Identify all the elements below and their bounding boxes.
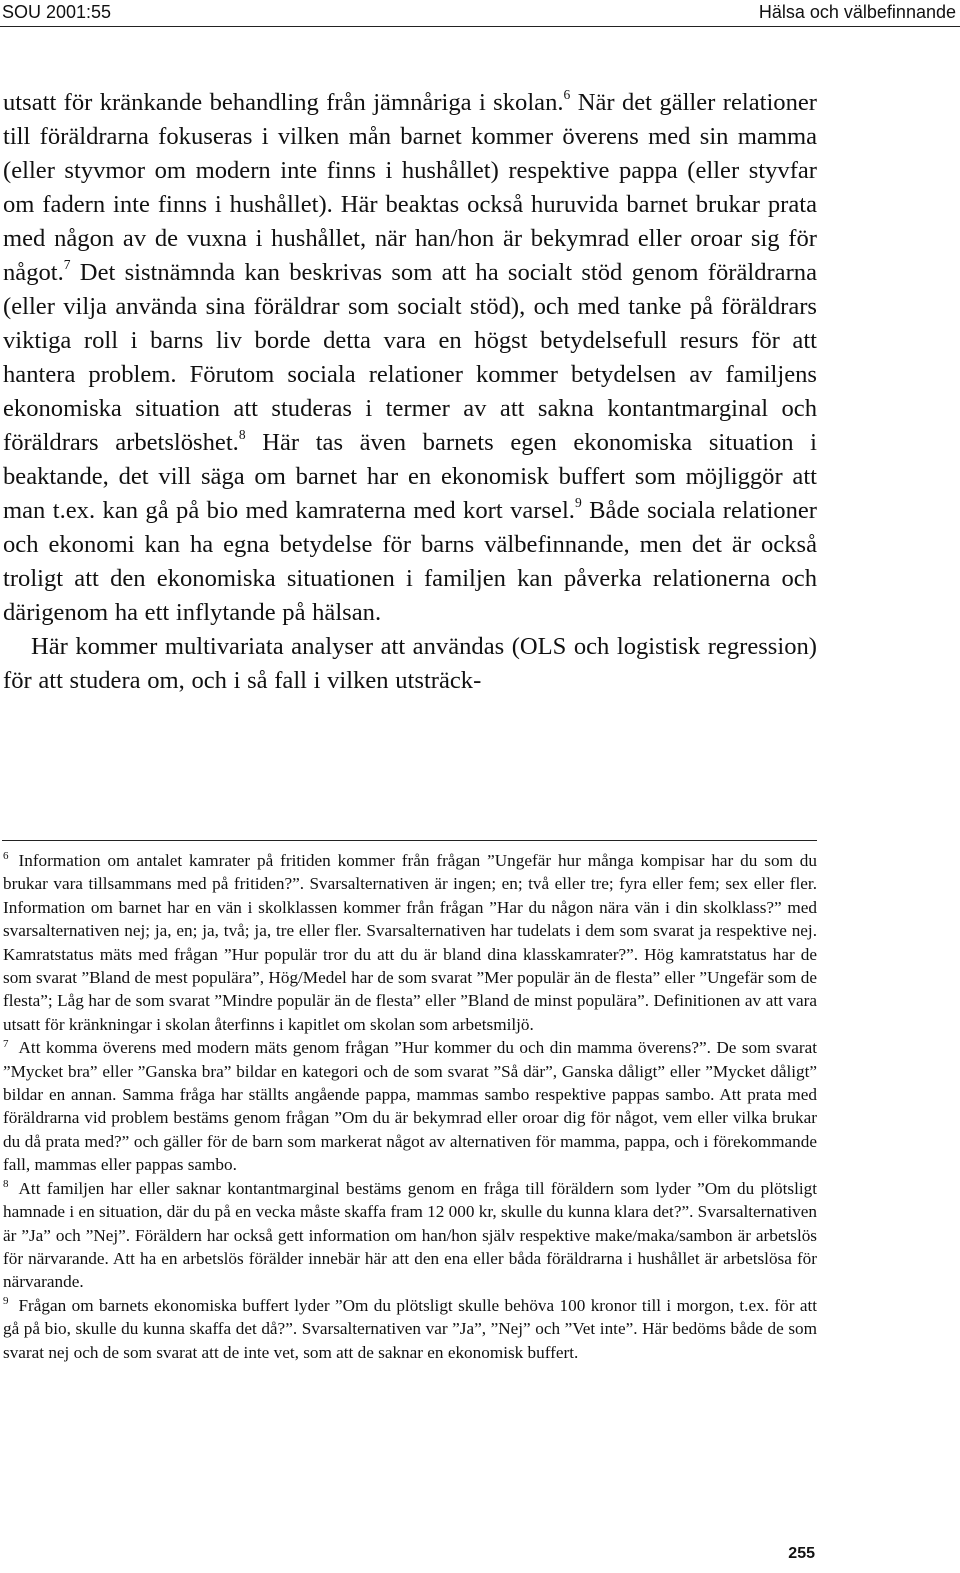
paragraph-2: Här kommer multivariata analyser att användas (OLS och logistisk regression) för att studera om, och i så fall i vilken utsträck- — [3, 633, 817, 694]
p1-sentence-5: Både sociala relationer och ekonomi kan ha egna betydelse för barns välbefinnande, men det är också troligt att den ekonomiska situationen i familjen kan påverka relationerna och därigenom ha ett inflytande på hälsan. — [3, 497, 817, 626]
p1-sentence-1: utsatt för kränkande behandling från jämnåriga i skolan. — [3, 89, 564, 116]
footnote-number: 6 — [3, 850, 9, 863]
body-text — [3, 86, 817, 698]
footnote-number: 7 — [3, 1037, 9, 1050]
footnote-ref-9: 9 — [574, 494, 582, 510]
footnote-ref-7: 7 — [63, 256, 71, 272]
footnote-7 — [3, 1036, 817, 1176]
footnote-text: Att komma överens med modern mäts genom frågan ”Hur kommer du och din mamma överens?”. De som svarat ”Mycket bra” eller ”Ganska bra” bildar en kategori och de som svarat ”Så där”, Ganska dåligt” eller ”Mycket dåligt” bildar en annan. Samma fråga har ställts angående pappa, mammas sambo respektive pappas sambo. Att prata med föräldrarna vid problem bestäms genom frågan ”Om du är bekymrad eller oroar dig för något, vem eller vilka brukar du då prata med?” och gäller för de barn som markerat något av alternativen för mamma, pappa, och i förekommande fall, mammas eller pappas sambo. — [3, 1038, 817, 1175]
footnotes — [3, 849, 817, 1364]
footnote-6 — [3, 849, 817, 1036]
footnote-text: Att familjen har eller saknar kontantmarginal bestäms genom en fråga till föräldern som lyder ”Om du plötsligt hamnade i en situation, där du på en vecka måste skaffa fram 12 000 kr, skulle du kunna klara det?”. Svarsalternativen är ”Ja” och ”Nej”. Föräldern har också gett information om han/hon själv respektive make/maka/sambon är arbetslös för närvarande. Att ha en arbetslös förälder innebär här att den ena eller båda föräldrarna i hushållet är arbetslösa för närvarande. — [3, 1178, 817, 1292]
footnote-number: 9 — [3, 1294, 9, 1307]
footnote-ref-8: 8 — [238, 426, 246, 442]
footnote-8 — [3, 1177, 817, 1294]
footnote-9 — [3, 1294, 817, 1364]
page-number: 255 — [788, 1545, 815, 1562]
p1-sentence-2: När det gäller relationer till föräldrarna fokuseras i vilken mån barnet kommer överens med sin mamma (eller styvmor om modern inte finns i hushållet) respektive pappa (eller styvfar om fadern inte finns i hushållet). Här beaktas också huruvida barnet brukar prata med någon av de vuxna i hushållet, när han/hon är bekymrad eller oroar sig för något. — [3, 89, 817, 286]
footnote-text: Frågan om barnets ekonomiska buffert lyder ”Om du plötsligt skulle behöva 100 kronor till i morgon, t.ex. för att gå på bio, skulle du kunna skaffa det då?”. Svarsalternativen var ”Ja”, ”Nej” och ”Vet inte”. Här bedöms både de som svarat nej och de som svarat att de inte vet, som att de saknar en ekonomisk buffert. — [3, 1295, 817, 1362]
footnote-rule — [2, 840, 817, 841]
paragraph-1 — [3, 86, 817, 630]
p1-sentence-4: Här tas även barnets egen ekonomiska situation i beaktande, det vill säga om barnet har en ekonomisk buffert som möjliggör att man t.ex. kan gå på bio med kamraterna med kort varsel. — [3, 429, 817, 524]
header-right: Hälsa och välbefinnande — [758, 2, 956, 22]
p1-sentence-3: Det sistnämnda kan beskrivas som att ha socialt stöd genom föräldrarna (eller vilja använda sina föräldrar som socialt stöd), och med tanke på föräldrars viktiga roll i barns liv borde detta vara en högst betydelsefull resurs för att hantera problem. Förutom sociala relationer kommer betydelsen av familjens ekonomiska situation att studeras i termer av att sakna kontantmarginal och föräldrars arbetslöshet. — [3, 259, 817, 456]
footnote-ref-6: 6 — [563, 86, 571, 102]
page-header — [0, 0, 960, 26]
header-rule — [0, 26, 960, 27]
footnote-number: 8 — [3, 1177, 9, 1190]
footnote-text: Information om antalet kamrater på fritiden kommer från frågan ”Ungefär hur många kompisar har du som du brukar vara tillsammans med på fritiden?”. Svarsalternativen är ingen; en; två eller tre; fyra eller fem; sex eller fler. Information om barnet har en vän i skolklassen kommer från frågan ”Har du någon nära vän i din skolklass?” med svarsalternativen nej; ja, en; ja, två; ja, tre eller fler. Svarsalternativen har tudelats i dem som svarat ja respektive nej. Kamratstatus mäts med frågan ”Hur populär tror du att du är bland dina klasskamrater?”. Hög kamratstatus har de som svarat ”Bland de mest populära”, Hög/Medel har de som svarat ”Mer populär än de flesta” eller ”Ungefär som de flesta”; Låg har de som svarat ”Mindre populär än de flesta” eller ”Bland de minst populära”. Definitionen av att vara utsatt för kränkningar i skolan återfinns i kapitlet om skolan som arbetsmiljö. — [3, 851, 817, 1034]
header-left: SOU 2001:55 — [2, 2, 112, 22]
